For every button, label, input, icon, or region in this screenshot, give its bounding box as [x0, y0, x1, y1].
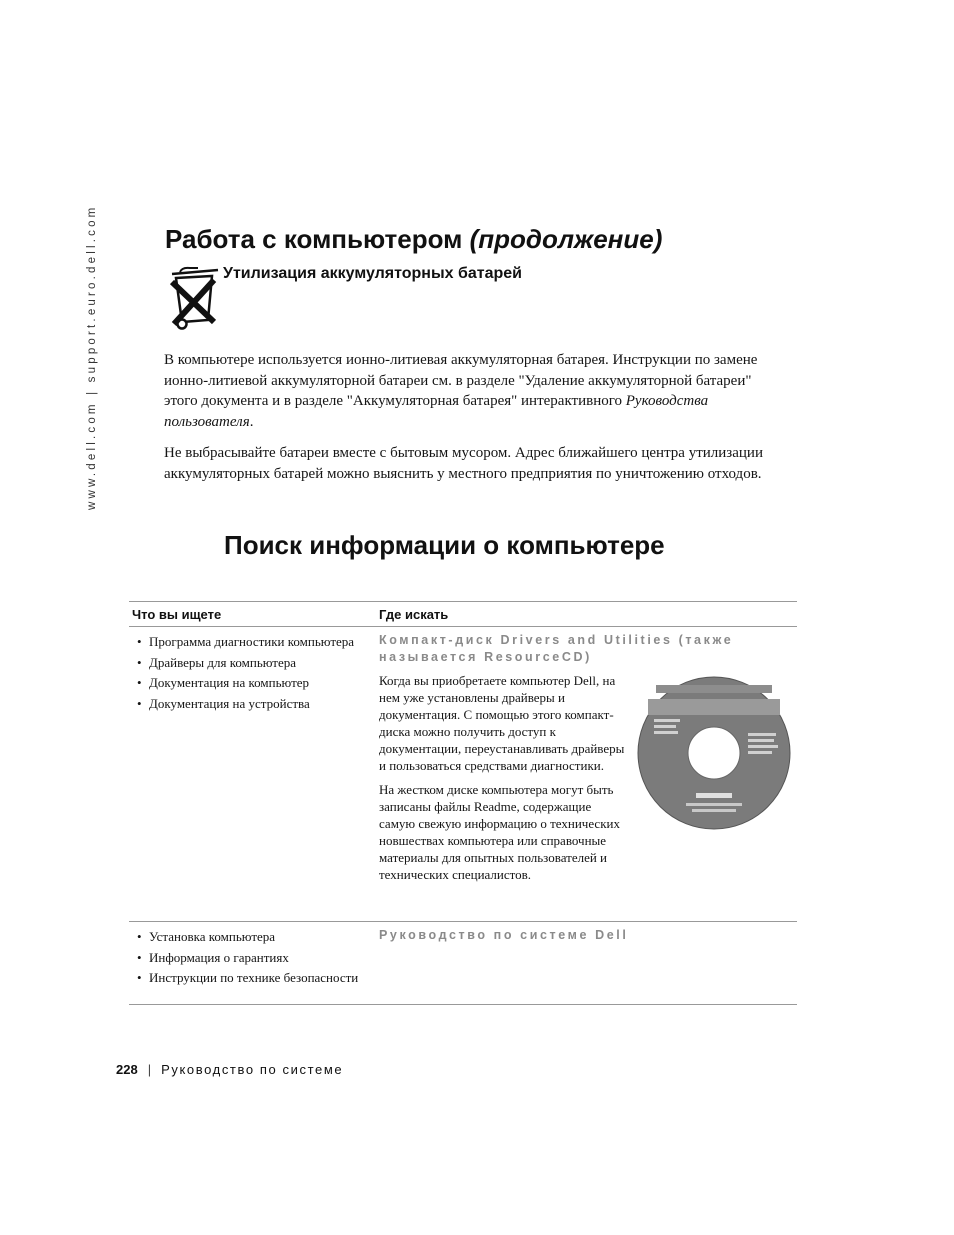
page-footer: [116, 1062, 343, 1077]
list-item: • Установка компьютера: [137, 928, 379, 945]
crossed-out-bin-icon: [168, 266, 220, 330]
item-list: [129, 627, 379, 921]
section-title: [165, 224, 662, 255]
battery-info-end: .: [249, 413, 254, 430]
list-item: • Программа диагностики компьютера: [137, 633, 379, 650]
footer-separator: |: [147, 1062, 152, 1077]
list-item: • Документация на компьютер: [137, 674, 379, 691]
user-guide-reference: Руководства пользователя: [164, 393, 709, 430]
header-what: Что вы ищете: [132, 606, 222, 622]
source-description: Когда вы приобретаете компьютер Dell, на нем уже установлены драйверы и документация. С помощью этого компакт-диска можно получить доступ к документации, переустанавливать драйверы и пользоваться средствами диагностики.: [379, 673, 625, 773]
table-header: [129, 602, 797, 627]
source-title: Компакт-диск Drivers and Utilities (также называется ResourceCD): [379, 633, 734, 664]
disposal-paragraph: Не выбрасывайте батареи вместе с бытовым мусором. Адрес ближайшего центра утилизации аккумуляторных батарей можно выяснить у местного предприятия по уничтожению отходов.: [164, 445, 763, 482]
page-number: 228: [116, 1062, 138, 1077]
section-title-continued: (продолжение): [469, 224, 663, 254]
list-item: • Инструкции по технике безопасности: [137, 969, 379, 986]
sidebar-url: www.dell.com | support.euro.dell.com: [86, 204, 98, 510]
battery-info-paragraph: [164, 350, 774, 432]
battery-disposal-heading: Утилизация аккумуляторных батарей: [223, 265, 522, 282]
table-row: [129, 627, 797, 922]
source-title: Руководство по системе Dell: [379, 928, 629, 942]
section-title-main: Работа с компьютером: [165, 224, 470, 254]
table-row: [129, 922, 797, 1005]
find-info-title: Поиск информации о компьютере: [224, 530, 665, 560]
list-item: • Документация на устройства: [137, 695, 379, 712]
battery-info-text: В компьютере используется ионно-литиевая аккумуляторная батарея. Инструкции по замене ионно-литиевой аккумуляторной батареи см. в разделе "Удаление аккумуляторной батареи" этого документа и в разделе "Аккумуляторная батарея" интерактивного: [164, 352, 758, 409]
list-item: • Информация о гарантиях: [137, 949, 379, 966]
header-where: Где искать: [379, 606, 449, 622]
info-table: [129, 601, 797, 1005]
where-cell: [379, 922, 797, 1004]
item-list: [129, 922, 379, 1004]
drivers-utilities-cd-image: [636, 675, 792, 831]
list-item: • Драйверы для компьютера: [137, 654, 379, 671]
footer-title: Руководство по системе: [161, 1062, 344, 1077]
readme-description: На жестком диске компьютера могут быть записаны файлы Readme, содержащие самую свежую информацию о технических новшествах компьютера или справочные материалы для опытных пользователей и технических специалистов.: [379, 782, 620, 882]
